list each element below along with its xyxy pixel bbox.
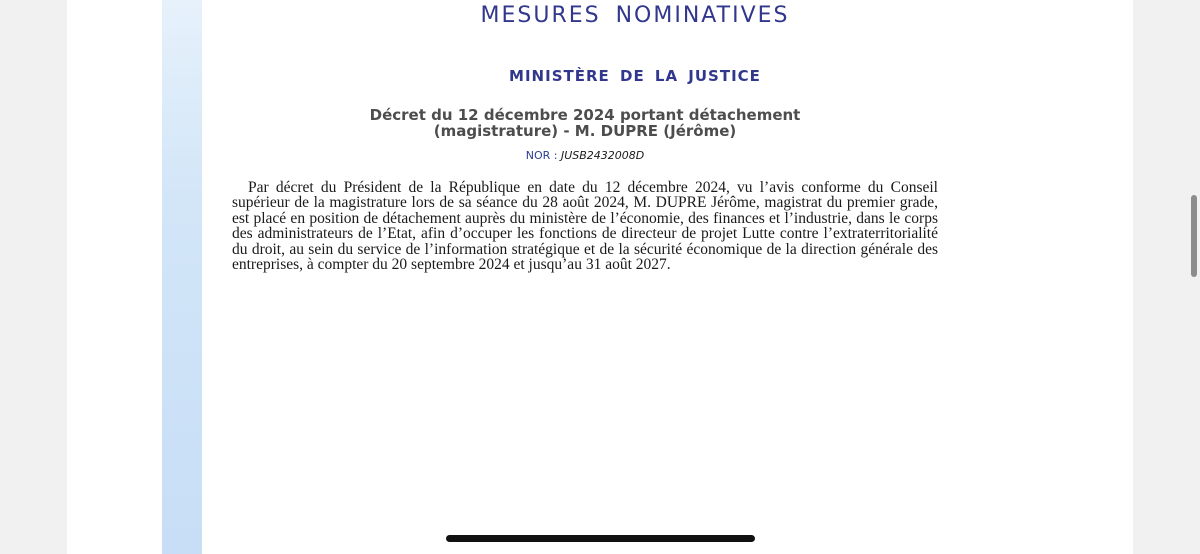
page-side-band: [162, 0, 202, 554]
home-indicator[interactable]: [446, 535, 755, 542]
decree-title-line-1: Décret du 12 décembre 2024 portant détachement: [369, 106, 801, 124]
nor-reference: [232, 149, 938, 162]
decree-title-line-2: (magistrature) - M. DUPRE (Jérôme): [433, 122, 737, 140]
decree-body: Par décret du Président de la République en date du 12 décembre 2024, vu l’avis conforme du Conseil supérieur de la magistrature lors de sa séance du 28 août 2024, M. DUPRE Jérôme, magistrat du premier grade, est placé en position de détachement auprès du ministère de l’économie, des finances et l’industrie, dans le corps des administrateurs de l’Etat, afin d’occuper les fonctions de directeur de projet Lutte contre l’extraterritorialité du droit, au sein du service de l’information stratégique et de la sécurité économique de la direction générale des entreprises, à compter du 20 septembre 2024 et jusqu’au 31 août 2027.: [232, 179, 938, 274]
nor-label: NOR :: [525, 149, 561, 162]
scrollbar-thumb[interactable]: [1191, 195, 1197, 277]
decree-title: [232, 107, 938, 139]
ministry-heading: MINISTÈRE DE LA JUSTICE: [509, 67, 761, 85]
nor-value: JUSB2432008D: [560, 149, 645, 162]
section-heading: MESURES NOMINATIVES: [480, 3, 790, 28]
